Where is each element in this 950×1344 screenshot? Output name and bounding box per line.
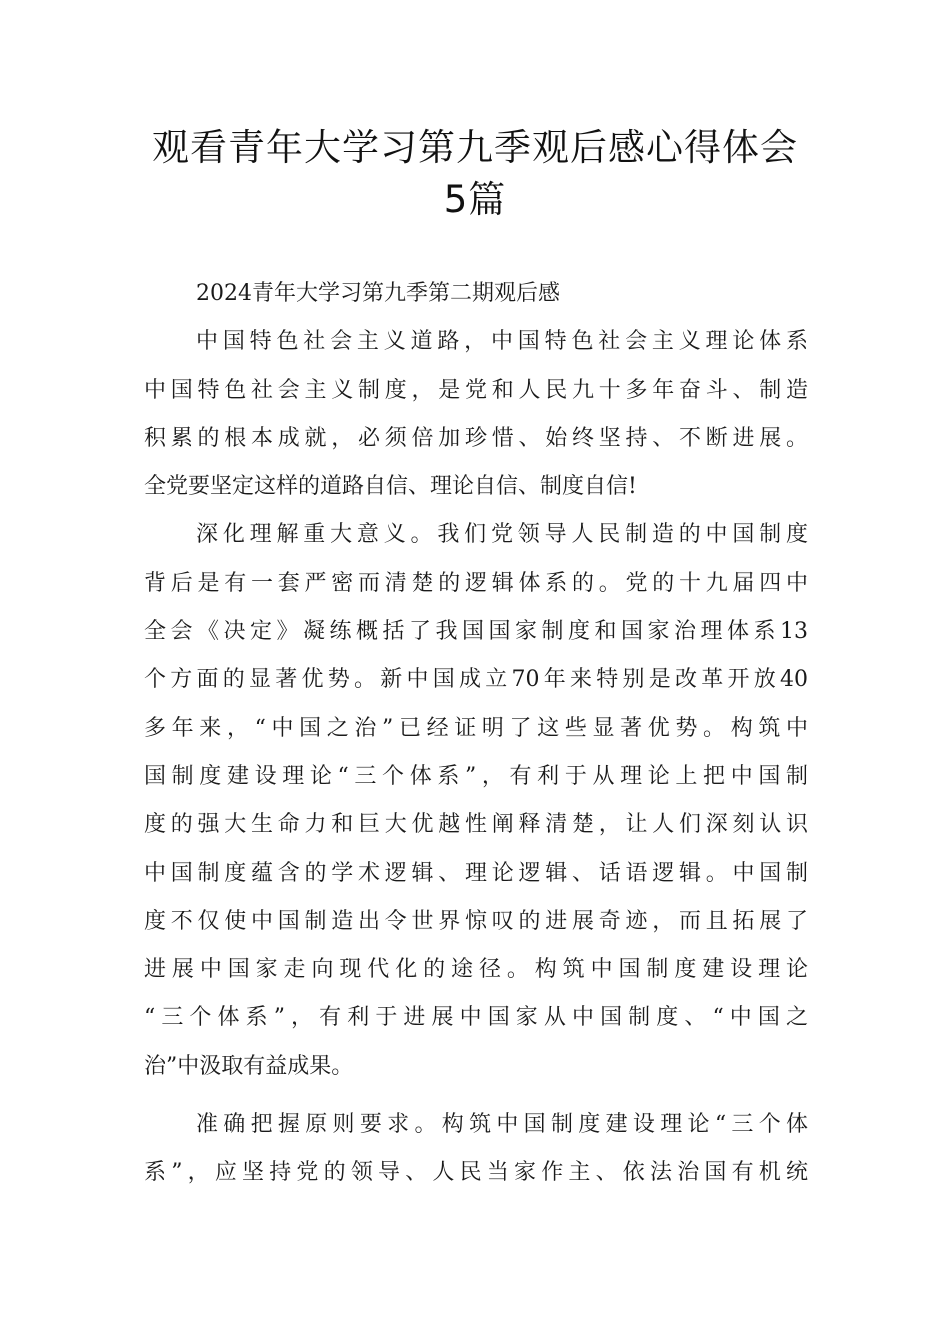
section-subtitle: 2024青年大学习第九季第二期观后感 [196, 281, 560, 306]
paragraph-line: 积累的根本成就，必须倍加珍惜、始终坚持、不断进展。 [144, 425, 808, 451]
paragraph-line: 度不仅使中国制造出令世界惊叹的进展奇迹，而且拓展了 [144, 908, 808, 934]
paragraph-line: 系”，应坚持党的领导、人民当家作主、依法治国有机统 [144, 1160, 808, 1186]
title-line-2: 5篇 [443, 178, 507, 221]
paragraph-line: 准确把握原则要求。构筑中国制度建设理论“三个体 [196, 1112, 808, 1138]
paragraph-line: 治”中汲取有益成果。 [144, 1053, 354, 1079]
paragraph-line: 个方面的显著优势。新中国成立70年来特别是改革开放40 [144, 667, 808, 693]
paragraph-line: 全党要坚定这样的道路自信、理论自信、制度自信! [144, 474, 637, 500]
paragraph-line: 国制度建设理论“三个体系”，有利于从理论上把中国制 [144, 763, 808, 789]
paragraph-line: 中国制度蕴含的学术逻辑、理论逻辑、话语逻辑。中国制 [144, 860, 808, 886]
title-line-1: 观看青年大学习第九季观后感心得体会 [152, 126, 798, 169]
document-body [144, 270, 808, 1198]
paragraph-line: 全会《决定》凝练概括了我国国家制度和国家治理体系13 [144, 619, 808, 645]
paragraph-line: 中国特色社会主义道路，中国特色社会主义理论体系 [196, 329, 808, 355]
paragraph-line: 中国特色社会主义制度，是党和人民九十多年奋斗、制造 [144, 377, 808, 403]
paragraph [144, 1101, 808, 1198]
document-title [110, 122, 840, 226]
paragraph-line: “三个体系”，有利于进展中国家从中国制度、“中国之 [144, 1005, 808, 1031]
paragraph-line: 多年来，“中国之治”已经证明了这些显著优势。构筑中 [144, 715, 808, 741]
paragraph-spacer [144, 1091, 808, 1101]
paragraph-line: 深化理解重大意义。我们党领导人民制造的中国制度 [196, 522, 808, 548]
paragraph [144, 318, 808, 511]
paragraph-line: 进展中国家走向现代化的途径。构筑中国制度建设理论 [144, 957, 808, 983]
paragraph [144, 511, 808, 1091]
paragraph-line: 度的强大生命力和巨大优越性阐释清楚，让人们深刻认识 [144, 812, 808, 838]
paragraph-line: 背后是有一套严密而清楚的逻辑体系的。党的十九届四中 [144, 570, 808, 596]
